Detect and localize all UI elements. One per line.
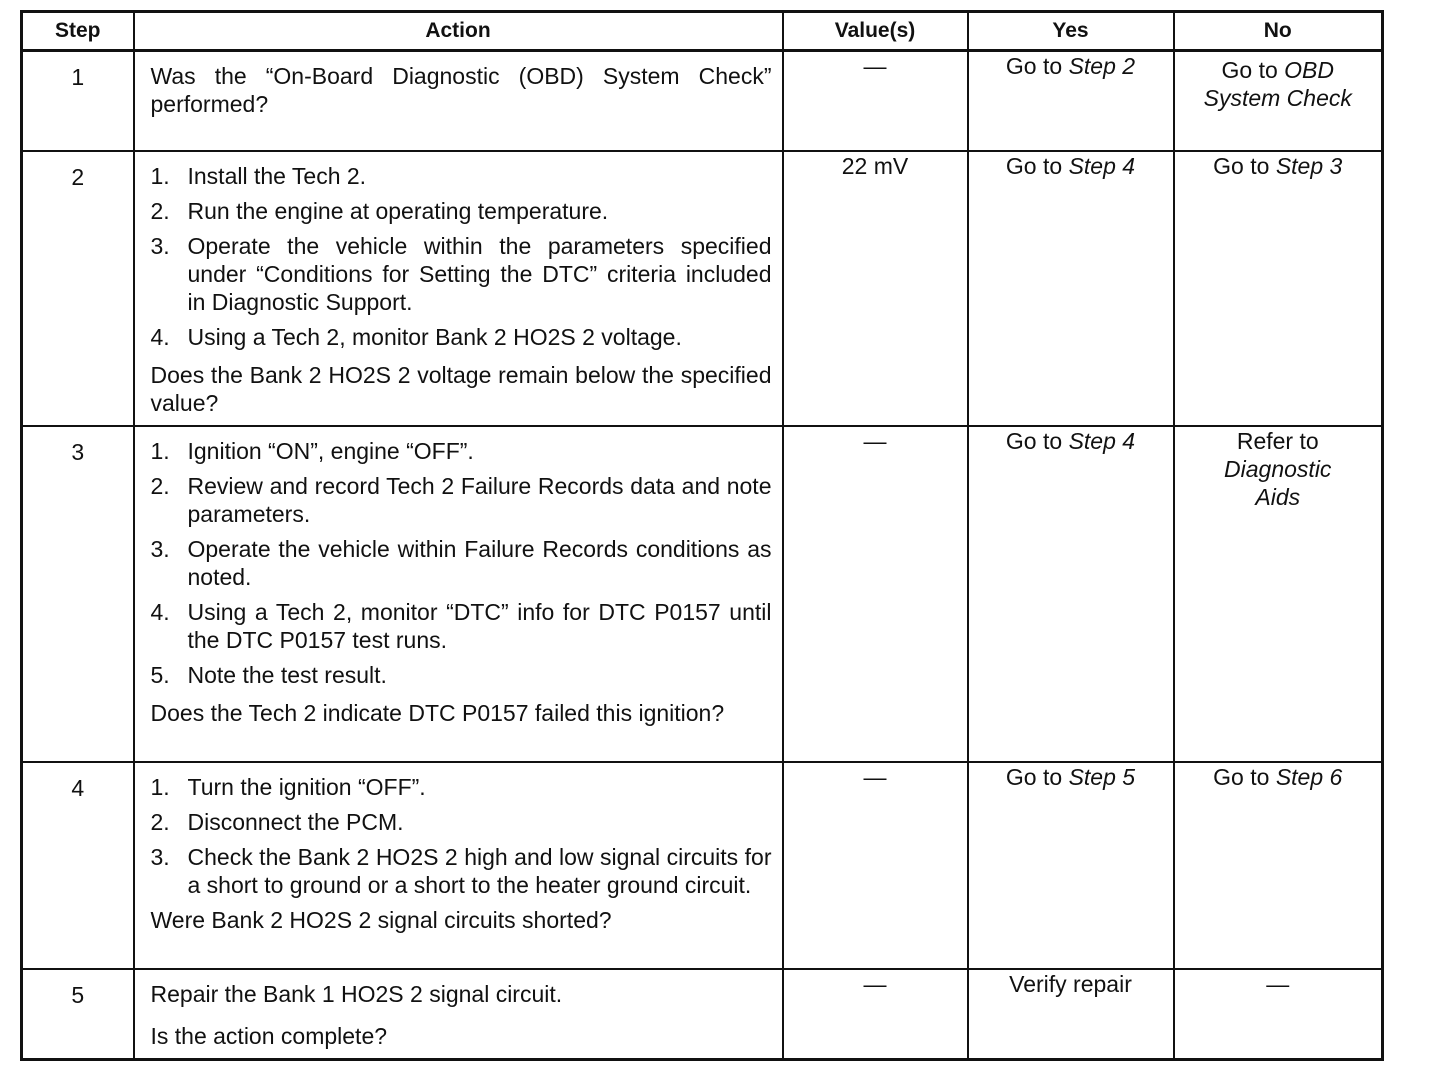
no-target: OBD System Check — [1203, 57, 1352, 111]
action-cell — [134, 426, 783, 762]
value-cell: — — [783, 762, 968, 969]
action-question: Does the Tech 2 indicate DTC P0157 failed this ignition? — [150, 699, 725, 726]
yes-target: Step 5 — [1068, 763, 1136, 790]
no-cell — [1174, 151, 1383, 426]
action-cell — [134, 969, 783, 1060]
no-cell — [1174, 762, 1383, 969]
yes-cell — [968, 151, 1174, 426]
action-step: 1. Ignition “ON”, engine “OFF”. — [150, 437, 474, 464]
header-row — [22, 12, 1383, 51]
action-step: 3. Check the Bank 2 HO2S 2 high and low signal circuits for a short to ground or a short to the heater ground circuit. — [150, 843, 772, 898]
value-cell: — — [783, 969, 968, 1060]
yes-target: Step 2 — [1068, 53, 1136, 79]
yes-target: Step 4 — [1068, 152, 1136, 179]
table-row — [22, 151, 1383, 426]
action-cell — [134, 51, 783, 151]
yes-prefix: Go to — [1005, 427, 1069, 454]
no-target: Step 6 — [1275, 763, 1343, 790]
table-row — [22, 426, 1383, 762]
action-cell — [134, 762, 783, 969]
step-number: 3 — [22, 426, 134, 762]
value-cell: — — [783, 51, 968, 151]
action-step: 2. Review and record Tech 2 Failure Records data and note parameters. — [150, 472, 772, 527]
action-step: 3. Operate the vehicle within Failure Records conditions as noted. — [150, 535, 772, 590]
action-cell — [134, 151, 783, 426]
table-row — [22, 969, 1383, 1060]
value-cell: 22 mV — [783, 151, 968, 426]
yes-prefix: Go to — [1005, 53, 1069, 79]
header-step: Step — [22, 12, 134, 51]
header-no: No — [1174, 12, 1383, 51]
yes-cell — [968, 426, 1174, 762]
table-row — [22, 51, 1383, 151]
yes-prefix: Go to — [1005, 152, 1069, 179]
action-step: 4. Using a Tech 2, monitor Bank 2 HO2S 2 voltage. — [150, 323, 682, 350]
yes-target: Step 4 — [1068, 427, 1136, 454]
yes-cell — [968, 762, 1174, 969]
no-cell — [1174, 426, 1383, 762]
table-row — [22, 762, 1383, 969]
step-number: 1 — [22, 51, 134, 151]
action-step: 1. Install the Tech 2. — [150, 162, 367, 189]
action-step: 2. Run the engine at operating temperature. — [150, 197, 609, 224]
no-prefix: Go to — [1221, 57, 1285, 83]
diagnostic-table — [20, 10, 1384, 1061]
yes-cell — [968, 969, 1174, 1060]
step-number: 4 — [22, 762, 134, 969]
action-step: 1. Turn the ignition “OFF”. — [150, 773, 426, 800]
yes-prefix: Go to — [1005, 763, 1069, 790]
action-step: 3. Operate the vehicle within the parameters specified under “Conditions for Setting the DTC” criteria included in Diagnostic Support. — [150, 232, 772, 315]
no-target: Diagnostic Aids — [1224, 455, 1332, 510]
action-steps — [151, 437, 772, 689]
action-question: Were Bank 2 HO2S 2 signal circuits shorted? — [150, 906, 612, 933]
no-target: Step 3 — [1275, 152, 1343, 179]
action-step: 2. Disconnect the PCM. — [150, 808, 404, 835]
action-intro: Repair the Bank 1 HO2S 2 signal circuit. — [150, 980, 563, 1007]
header-action: Action — [134, 12, 783, 51]
header-yes: Yes — [968, 12, 1174, 51]
header-values: Value(s) — [783, 12, 968, 51]
no-cell — [1174, 969, 1383, 1060]
action-question: Was the “On-Board Diagnostic (OBD) System Check” performed? — [150, 63, 772, 117]
yes-prefix: Verify repair — [1009, 970, 1132, 997]
no-prefix: — — [1266, 970, 1290, 997]
no-cell — [1174, 51, 1383, 151]
action-question: Does the Bank 2 HO2S 2 voltage remain below the specified value? — [150, 361, 772, 416]
no-prefix: Go to — [1213, 763, 1276, 790]
step-number: 2 — [22, 151, 134, 426]
no-prefix: Refer to — [1236, 427, 1319, 454]
action-steps — [151, 162, 772, 351]
no-prefix: Go to — [1213, 152, 1276, 179]
action-step: 4. Using a Tech 2, monitor “DTC” info for DTC P0157 until the DTC P0157 test runs. — [150, 598, 772, 653]
yes-cell — [968, 51, 1174, 151]
value-cell: — — [783, 426, 968, 762]
action-steps — [151, 773, 772, 899]
action-question: Is the action complete? — [150, 1022, 388, 1049]
action-step: 5. Note the test result. — [150, 661, 387, 688]
step-number: 5 — [22, 969, 134, 1060]
